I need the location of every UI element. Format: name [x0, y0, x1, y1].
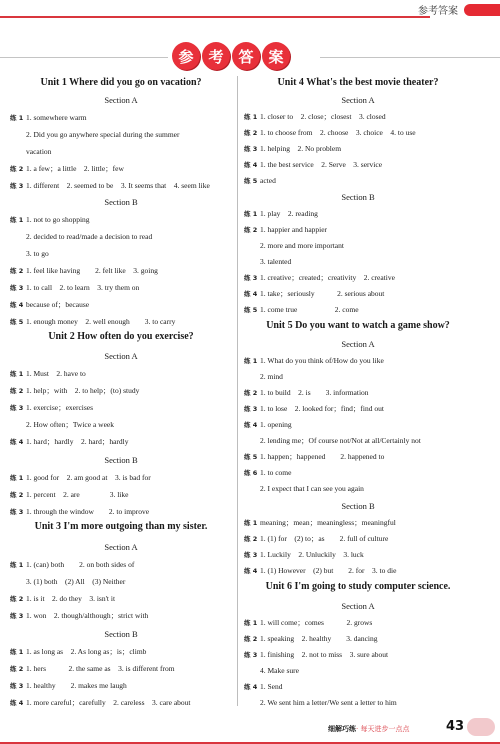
- answer-text: 1. Send: [260, 682, 283, 691]
- exercise-label: 练 4: [10, 438, 24, 446]
- answer-text: 1. hard；hardly 2. hard；hardly: [26, 437, 129, 446]
- exercise-label: 练 3: [10, 404, 24, 412]
- answer-text: 1. come true 2. come: [260, 305, 359, 314]
- exercise-label: 练 1: [244, 357, 258, 365]
- answer-line: [10, 507, 149, 517]
- section-heading: Section B: [104, 197, 138, 207]
- answer-text: 1. finishing 2. not to miss 3. sure about: [260, 650, 389, 659]
- answer-text: because of；because: [26, 300, 90, 309]
- exercise-label: 练 2: [10, 387, 24, 395]
- exercise-label: 练 5: [244, 453, 258, 461]
- exercise-label: 练 2: [244, 226, 258, 234]
- answer-line: [10, 164, 124, 174]
- answer-text: meaning；mean；meaningless；meaningful: [260, 518, 396, 527]
- answer-line: [244, 257, 291, 267]
- answer-line: [10, 594, 115, 604]
- answer-line: [244, 176, 276, 186]
- answer-line: [10, 300, 89, 310]
- exercise-label: 练 6: [244, 469, 258, 477]
- answer-text: 1. feel like having 2. felt like 3. going: [26, 266, 158, 275]
- answer-line: [10, 647, 146, 657]
- exercise-label: 练 1: [244, 619, 258, 627]
- exercise-label: 练 3: [244, 551, 258, 559]
- exercise-label: 练 1: [244, 113, 258, 121]
- column-divider: [237, 76, 238, 706]
- answer-line: [244, 404, 384, 414]
- unit-title: Unit 5 Do you want to watch a game show?: [266, 320, 450, 331]
- exercise-label: 练 3: [10, 508, 24, 516]
- answer-text: 1. different 2. seemed to be 3. It seems that 4. seem like: [26, 181, 210, 190]
- answer-text: 1. hers 2. the same as 3. is different from: [26, 664, 175, 673]
- answer-text: 1. closer to 2. close；closest 3. closed: [260, 112, 386, 121]
- answer-line: [10, 130, 180, 140]
- title-banner: [0, 42, 500, 72]
- footer-brand: 细解巧练: [328, 725, 356, 733]
- answer-text: 2. Did you go anywhere special during the summer: [26, 130, 180, 139]
- answer-line: [244, 241, 344, 251]
- exercise-label: 练 3: [244, 405, 258, 413]
- answer-line: [10, 403, 93, 413]
- banner-title: [172, 42, 290, 70]
- banner-char: 参: [172, 42, 200, 70]
- exercise-label: 练 4: [244, 290, 258, 298]
- exercise-label: 练 3: [244, 274, 258, 282]
- footer-logo-icon: [467, 718, 495, 736]
- exercise-label: 练 4: [10, 301, 24, 309]
- answer-line: [244, 682, 283, 692]
- exercise-label: 练 4: [244, 683, 258, 691]
- answer-line: [10, 698, 191, 708]
- answer-text: 2. I expect that I can see you again: [260, 484, 364, 493]
- answer-text: 1. play 2. reading: [260, 209, 318, 218]
- unit-title: Unit 1 Where did you go on vacation?: [40, 77, 202, 88]
- exercise-label: 练 4: [244, 161, 258, 169]
- exercise-label: 练 3: [10, 612, 24, 620]
- answer-text: 1. helping 2. No problem: [260, 144, 342, 153]
- answer-line: [244, 273, 395, 283]
- unit-title: Unit 6 I'm going to study computer science.: [265, 581, 451, 592]
- exercise-label: 练 1: [244, 210, 258, 218]
- answer-text: 1. happen；happened 2. happened to: [260, 452, 385, 461]
- section-heading: Section A: [341, 601, 375, 611]
- answer-line: [244, 566, 396, 576]
- exercise-label: 练 5: [244, 177, 258, 185]
- banner-rule-left: [0, 57, 168, 58]
- answer-text: 1. What do you think of/How do you like: [260, 356, 384, 365]
- answer-text: 1. through the window 2. to improve: [26, 507, 150, 516]
- exercise-label: 练 5: [244, 306, 258, 314]
- answer-text: 1. healthy 2. makes me laugh: [26, 681, 127, 690]
- answer-line: [244, 650, 388, 660]
- section-heading: Section B: [341, 192, 375, 202]
- banner-char: 答: [232, 42, 260, 70]
- exercise-label: 练 5: [10, 318, 24, 326]
- exercise-label: 练 1: [10, 216, 24, 224]
- header-rule: [0, 16, 430, 18]
- page-header: [0, 0, 500, 22]
- answer-text: 1. more careful；carefully 2. careless 3. care about: [26, 698, 191, 707]
- exercise-label: 练 2: [10, 165, 24, 173]
- answer-line: [244, 388, 369, 398]
- answer-text: 2. decided to read/made a decision to read: [26, 232, 153, 241]
- answer-text: 1. to call 2. to learn 3. try them on: [26, 283, 140, 292]
- answer-line: [244, 618, 372, 628]
- answer-text: 2. mind: [260, 372, 283, 381]
- answer-text: 1. percent 2. are 3. like: [26, 490, 129, 499]
- answer-line: [244, 225, 327, 235]
- page-number: 43: [446, 719, 465, 734]
- footer-brand-line: [328, 724, 409, 734]
- unit-title: Unit 2 How often do you exercise?: [48, 331, 194, 342]
- exercise-label: 练 2: [10, 267, 24, 275]
- exercise-label: 练 3: [244, 145, 258, 153]
- answer-line: [244, 518, 396, 528]
- exercise-label: 练 2: [10, 491, 24, 499]
- answer-text: 2. How often；Twice a week: [26, 420, 114, 429]
- answer-text: 1. as long as 2. As long as；is；climb: [26, 647, 147, 656]
- section-heading: Section B: [104, 629, 138, 639]
- exercise-label: 练 2: [10, 665, 24, 673]
- answer-text: 1. won 2. though/although；strict with: [26, 611, 149, 620]
- banner-char: 案: [262, 42, 290, 70]
- answer-line: [244, 289, 384, 299]
- header-tab: [464, 4, 500, 16]
- exercise-label: 练 1: [10, 474, 24, 482]
- section-heading: Section B: [341, 501, 375, 511]
- answer-line: [10, 437, 128, 447]
- answer-line: [10, 215, 90, 225]
- exercise-label: 练 3: [10, 182, 24, 190]
- answer-text: vacation: [26, 147, 52, 156]
- section-heading: Section A: [104, 351, 138, 361]
- answer-line: [244, 112, 386, 122]
- exercise-label: 练 1: [10, 114, 24, 122]
- answer-line: [10, 577, 125, 587]
- section-heading: Section A: [341, 95, 375, 105]
- answer-line: [10, 181, 210, 191]
- answer-line: [244, 484, 364, 494]
- answer-text: 1. will come；comes 2. grows: [260, 618, 373, 627]
- answer-line: [244, 534, 388, 544]
- answer-line: [244, 144, 341, 154]
- answer-line: [10, 611, 148, 621]
- exercise-label: 练 2: [244, 635, 258, 643]
- answer-line: [244, 634, 377, 644]
- answer-line: [244, 698, 397, 708]
- exercise-label: 练 2: [244, 535, 258, 543]
- unit-title: Unit 4 What's the best movie theater?: [277, 77, 439, 88]
- answer-text: 3. talented: [260, 257, 292, 266]
- answer-text: 1. to lose 2. looked for；find；find out: [260, 404, 384, 413]
- answer-text: 3. (1) both (2) All (3) Neither: [26, 577, 126, 586]
- banner-char: 考: [202, 42, 230, 70]
- exercise-label: 练 3: [244, 651, 258, 659]
- answer-text: 1. not to go shopping: [26, 215, 90, 224]
- answer-line: [10, 664, 175, 674]
- answer-text: 1. somewhere warm: [26, 113, 87, 122]
- section-heading: Section A: [104, 95, 138, 105]
- answer-text: 1. (1) for (2) to；as 2. full of culture: [260, 534, 389, 543]
- answer-line: [244, 305, 359, 315]
- exercise-label: 练 2: [244, 389, 258, 397]
- section-heading: Section B: [104, 455, 138, 465]
- footer-slogan: · 每天进步一点点: [356, 725, 410, 733]
- answer-text: 1. exercise；exercises: [26, 403, 94, 412]
- section-heading: Section A: [104, 542, 138, 552]
- answer-text: acted: [260, 176, 276, 185]
- banner-rule-right: [320, 57, 500, 58]
- answer-line: [244, 372, 283, 382]
- exercise-label: 练 1: [10, 370, 24, 378]
- answer-line: [244, 160, 382, 170]
- answer-line: [10, 113, 87, 123]
- section-heading: Section A: [341, 339, 375, 349]
- answer-line: [244, 420, 292, 430]
- answer-line: [10, 681, 127, 691]
- exercise-label: 练 1: [10, 648, 24, 656]
- exercise-label: 练 4: [244, 567, 258, 575]
- answer-line: [10, 249, 49, 259]
- answer-line: [10, 317, 175, 327]
- answer-text: 1. opening: [260, 420, 292, 429]
- answer-line: [244, 550, 364, 560]
- answer-text: 1. a few；a little 2. little；few: [26, 164, 124, 173]
- answer-text: 2. lending me；Of course not/Not at all/Certainly not: [260, 436, 421, 445]
- answer-text: 1. Must 2. have to: [26, 369, 86, 378]
- answer-text: 1. Luckily 2. Unluckily 3. luck: [260, 550, 364, 559]
- answer-text: 2. We sent him a letter/We sent a letter to him: [260, 698, 397, 707]
- answer-line: [244, 666, 299, 676]
- answer-text: 1. the best service 2. Serve 3. service: [260, 160, 383, 169]
- answer-text: 1. happier and happier: [260, 225, 328, 234]
- answer-text: 1. enough money 2. well enough 3. to carry: [26, 317, 176, 326]
- answer-line: [10, 560, 134, 570]
- answer-text: 1. creative；created；creativity 2. creative: [260, 273, 395, 282]
- answer-text: 1. (1) However (2) but 2. for 3. to die: [260, 566, 397, 575]
- page-footer: [0, 716, 500, 744]
- answer-line: [10, 283, 139, 293]
- answer-text: 1. take；seriously 2. serious about: [260, 289, 385, 298]
- exercise-label: 练 1: [244, 519, 258, 527]
- answer-line: [10, 386, 139, 396]
- exercise-label: 练 2: [10, 595, 24, 603]
- exercise-label: 练 4: [10, 699, 24, 707]
- answer-text: 4. Make sure: [260, 666, 299, 675]
- answer-line: [244, 452, 384, 462]
- exercise-label: 练 1: [10, 561, 24, 569]
- answer-text: 1. (can) both 2. on both sides of: [26, 560, 135, 569]
- answer-line: [244, 209, 318, 219]
- exercise-label: 练 3: [10, 284, 24, 292]
- answer-line: [244, 128, 416, 138]
- answer-line: [10, 232, 152, 242]
- answer-text: 1. to come: [260, 468, 292, 477]
- answer-line: [244, 468, 291, 478]
- unit-title: Unit 3 I'm more outgoing than my sister.: [34, 521, 208, 532]
- answer-line: [10, 369, 86, 379]
- exercise-label: 练 4: [244, 421, 258, 429]
- answer-line: [10, 147, 51, 157]
- answer-line: [10, 266, 158, 276]
- answer-text: 1. speaking 2. healthy 3. dancing: [260, 634, 378, 643]
- answer-line: [10, 420, 114, 430]
- answer-text: 1. to build 2. is 3. information: [260, 388, 369, 397]
- exercise-label: 练 3: [10, 682, 24, 690]
- answer-text: 1. to choose from 2. choose 3. choice 4. to use: [260, 128, 416, 137]
- answer-line: [244, 436, 421, 446]
- exercise-label: 练 2: [244, 129, 258, 137]
- answer-text: 1. help；with 2. to help；(to) study: [26, 386, 140, 395]
- answer-text: 1. is it 2. do they 3. isn't it: [26, 594, 116, 603]
- answer-text: 2. more and more important: [260, 241, 344, 250]
- answer-line: [10, 473, 151, 483]
- answer-text: 3. to go: [26, 249, 49, 258]
- answer-text: 1. good for 2. am good at 3. is bad for: [26, 473, 151, 482]
- answer-line: [10, 490, 128, 500]
- header-label: 参考答案: [418, 6, 458, 17]
- answer-line: [244, 356, 384, 366]
